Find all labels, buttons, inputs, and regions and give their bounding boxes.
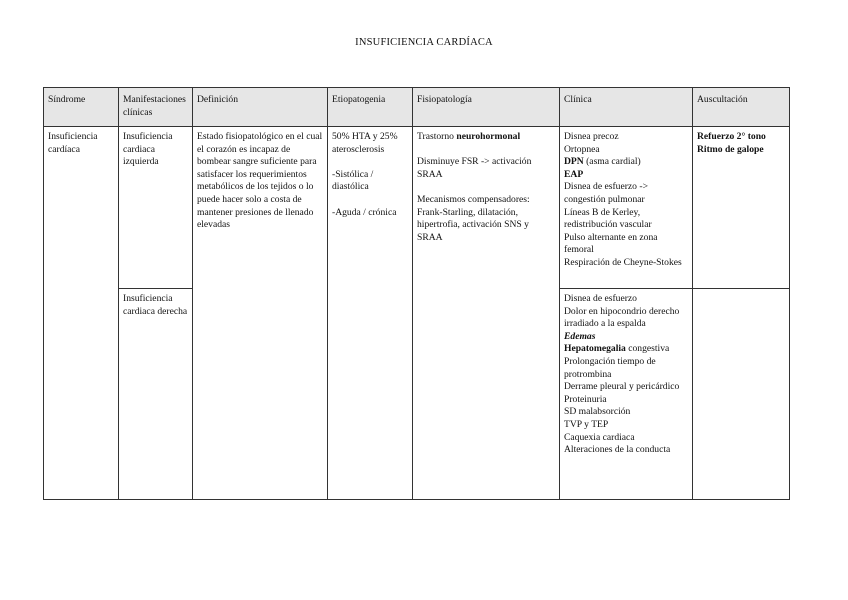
clinica-izq-3 bbox=[564, 156, 688, 169]
clinica-izq-7: Pulso alternante en zona femoral bbox=[564, 231, 658, 256]
cell-auscultacion-izquierda bbox=[693, 127, 790, 289]
clinica-der-10: Caquexia cardiaca bbox=[564, 431, 635, 443]
cell-fisiopatologia bbox=[413, 127, 560, 500]
clinica-der-2: Dolor en hipocondrio derecho irradiado a la espalda bbox=[564, 305, 680, 330]
clinica-der-9: TVP y TEP bbox=[564, 418, 609, 430]
header-manifestaciones: Manifestaciones clínicas bbox=[119, 88, 193, 127]
etio-line-3: -Sistólica / diastólica bbox=[332, 168, 374, 193]
cell-clinica-derecha bbox=[560, 289, 693, 500]
clinica-der-1: Disnea de esfuerzo bbox=[564, 293, 637, 304]
clinica-der-6: Derrame pleural y pericárdico bbox=[564, 381, 680, 393]
cell-etiopatogenia bbox=[328, 127, 413, 500]
header-sindrome: Síndrome bbox=[44, 88, 119, 127]
table-header-row bbox=[44, 88, 790, 127]
fisio-paragraph-3: Mecanismos compensadores: Frank-Starling, dilatación, hipertrofia, activación SNS y SRAA bbox=[417, 193, 530, 243]
clinica-der-4-rest: congestiva bbox=[625, 343, 670, 355]
cell-sindrome: Insuficiencia cardíaca bbox=[44, 127, 119, 500]
cell-manifestacion-izquierda: Insuficiencia cardiaca izquierda bbox=[119, 127, 193, 289]
clinica-izq-3-bold: DPN bbox=[564, 156, 584, 168]
fisio-p1-text: Trastorno bbox=[417, 131, 457, 142]
etio-line-1: 50% HTA y 25% bbox=[332, 131, 398, 142]
table-row-left bbox=[44, 127, 790, 289]
header-etiopatogenia: Etiopatogenia bbox=[328, 88, 413, 127]
header-fisiopatologia: Fisiopatología bbox=[413, 88, 560, 127]
clinica-der-5: Prolongación tiempo de protrombina bbox=[564, 355, 656, 380]
clinica-der-4-bold: Hepatomegalia bbox=[564, 343, 626, 355]
fisio-paragraph-2: Disminuye FSR -> activación SRAA bbox=[417, 156, 532, 180]
clinica-der-8: SD malabsorción bbox=[564, 406, 631, 418]
fisio-paragraph-1 bbox=[417, 131, 555, 144]
cell-manifestacion-derecha: Insuficiencia cardiaca derecha bbox=[119, 289, 193, 500]
cell-auscultacion-derecha bbox=[693, 289, 790, 500]
auscultacion-2: Ritmo de galope bbox=[697, 143, 764, 155]
etio-line-4: -Aguda / crónica bbox=[332, 206, 397, 218]
header-clinica: Clínica bbox=[560, 88, 693, 127]
clinica-izq-8: Respiración de Cheyne-Stokes bbox=[564, 256, 682, 268]
clinica-izq-5: Disnea de esfuerzo -> congestión pulmonar bbox=[564, 181, 648, 205]
fisio-p1-bold: neurohormonal bbox=[456, 131, 521, 142]
clinica-der-11: Alteraciones de la conducta bbox=[564, 444, 671, 456]
auscultacion-1: Refuerzo 2° tono bbox=[697, 131, 766, 142]
clinica-der-4 bbox=[564, 343, 688, 356]
clinica-der-7: Proteinuria bbox=[564, 393, 607, 405]
clinica-izq-2: Ortopnea bbox=[564, 143, 600, 155]
document-title: INSUFICIENCIA CARDÍACA bbox=[355, 37, 493, 48]
clinica-izq-1: Disnea precoz bbox=[564, 131, 619, 142]
header-auscultacion: Auscultación bbox=[693, 88, 790, 127]
clinica-izq-3-rest: (asma cardial) bbox=[583, 156, 641, 168]
clinica-izq-4: EAP bbox=[564, 168, 584, 180]
header-definicion: Definición bbox=[193, 88, 328, 127]
heart-failure-table bbox=[43, 87, 790, 500]
clinica-izq-6: Líneas B de Kerley, redistribución vascular bbox=[564, 206, 652, 231]
cell-clinica-izquierda bbox=[560, 127, 693, 289]
etio-line-2: aterosclerosis bbox=[332, 143, 385, 155]
clinica-der-3: Edemas bbox=[564, 330, 596, 342]
cell-definicion: Estado fisiopatológico en el cual el corazón es incapaz de bombear sangre suficiente para satisfacer los requerimientos metabólicos de los tejidos o lo puede hacer solo a costa de mantener presiones de llenado elevadas bbox=[193, 127, 328, 500]
